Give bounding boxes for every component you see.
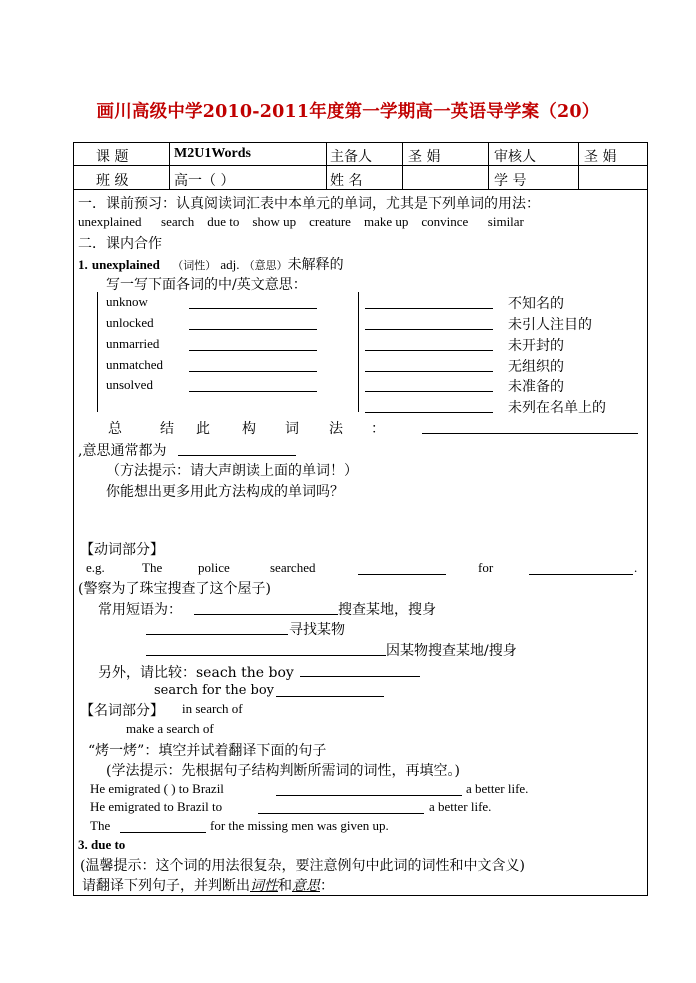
right-meaning: 无组织的 — [508, 359, 564, 375]
meaning-tag: （意思） — [243, 259, 288, 272]
answer-blank[interactable] — [300, 676, 420, 677]
left-word: unmatched — [106, 357, 164, 372]
item1-number: 1. — [78, 257, 88, 272]
eg-word: The — [142, 560, 163, 575]
left-word: unknow — [106, 294, 148, 309]
word: due to — [207, 214, 240, 229]
item3-instruction — [82, 875, 334, 895]
compare-line: 另外，请比较：seach the boy — [98, 665, 294, 681]
sentence-1b: a better life. — [466, 781, 529, 796]
summary-char: 法 — [329, 421, 343, 437]
item3-title — [78, 837, 125, 853]
col-divider — [402, 143, 403, 189]
word: search — [161, 214, 195, 229]
answer-blank[interactable] — [365, 391, 493, 392]
label-name: 姓 名 — [330, 173, 363, 189]
phrase-meaning: 寻找某物 — [289, 622, 345, 638]
instr-meaning: 意思 — [292, 878, 320, 894]
item3-hint: (温馨提示：这个词的用法很复杂，要注意例句中此词的词性和中文含义) — [80, 858, 525, 874]
summary-char: ： — [371, 421, 385, 437]
preparer-value: 圣 娟 — [408, 149, 441, 165]
word: show up — [252, 214, 297, 229]
answer-blank[interactable] — [529, 574, 633, 575]
eg-word: searched — [270, 560, 316, 575]
left-word: unmarried — [106, 336, 160, 351]
noun-part-heading: 【名词部分】 — [80, 703, 164, 719]
instr-and: 和 — [278, 878, 292, 894]
word: convince — [421, 214, 469, 229]
answer-blank[interactable] — [365, 308, 493, 309]
label-reviewer: 审核人 — [494, 149, 536, 165]
word: creature — [309, 214, 351, 229]
word-box-divider — [358, 292, 359, 412]
answer-blank[interactable] — [178, 455, 296, 456]
instr-text: 请翻译下列句子，并判断出 — [82, 878, 250, 894]
col-divider — [488, 143, 489, 189]
noun-phrase: make a search of — [126, 721, 214, 736]
answer-blank[interactable] — [194, 614, 338, 615]
summary-char: 总 — [108, 421, 122, 437]
meaning-usual: ,意思通常都为 — [78, 443, 167, 459]
summary-char: 构 — [242, 421, 256, 437]
class-value[interactable]: 高一（ ） — [174, 173, 235, 189]
answer-blank[interactable] — [189, 329, 317, 330]
answer-blank[interactable] — [365, 350, 493, 351]
sentence-2a: He emigrated to Brazil to — [90, 799, 223, 814]
phrase-meaning: 因某物搜查某地/搜身 — [386, 643, 517, 659]
summary-char: 词 — [285, 421, 299, 437]
instr-colon: ： — [320, 878, 334, 894]
eg-period: . — [634, 560, 638, 575]
reviewer-value: 圣 娟 — [584, 149, 617, 165]
word: make up — [363, 214, 409, 229]
label-topic: 课 题 — [96, 149, 129, 165]
sentence-1a: He emigrated ( ) to Brazil — [90, 781, 224, 796]
answer-blank[interactable] — [365, 329, 493, 330]
right-meaning: 不知名的 — [508, 296, 564, 312]
pos-tag: （词性） — [172, 259, 217, 272]
compare-line-2: search for the boy — [154, 683, 275, 698]
right-meaning: 未开封的 — [508, 338, 564, 354]
verb-part-heading: 【动词部分】 — [80, 542, 164, 558]
method-hint: （方法提示：请大声朗读上面的单词！） — [106, 463, 358, 479]
item1-word: unexplained — [91, 257, 160, 272]
answer-blank[interactable] — [258, 813, 424, 814]
answer-blank[interactable] — [276, 696, 384, 697]
meaning-value: 未解释的 — [287, 257, 344, 273]
answer-blank[interactable] — [120, 832, 206, 833]
answer-blank[interactable] — [358, 574, 446, 575]
label-class: 班 级 — [96, 173, 129, 189]
item3-number: 3. — [78, 837, 88, 852]
answer-blank[interactable] — [146, 655, 386, 656]
bake-heading: “烤一烤”：填空并试着翻译下面的句子 — [88, 743, 327, 759]
left-word: unsolved — [106, 377, 153, 392]
word: similar — [487, 214, 524, 229]
sentence-3a: The — [90, 818, 111, 833]
answer-blank[interactable] — [146, 634, 288, 635]
phrase-meaning: 搜查某地，搜身 — [338, 602, 436, 618]
word-box-border — [97, 292, 98, 412]
answer-blank[interactable] — [189, 391, 317, 392]
instruction: 写一写下面各词的中/英文意思： — [106, 277, 307, 293]
answer-blank[interactable] — [276, 795, 462, 796]
item1-line — [78, 254, 344, 274]
think-question: 你能想出更多用此方法构成的单词吗？ — [106, 484, 344, 500]
right-meaning: 未列在名单上的 — [508, 400, 606, 416]
instr-pos: 词性 — [250, 878, 278, 894]
eg-label: e.g. — [86, 560, 105, 575]
right-meaning: 未准备的 — [508, 379, 564, 395]
word: unexplained — [78, 214, 142, 229]
eg-word: police — [198, 560, 230, 575]
label-preparer: 主备人 — [330, 149, 372, 165]
noun-phrase: in search of — [182, 701, 243, 716]
item3-word: due to — [91, 837, 126, 852]
answer-blank[interactable] — [365, 371, 493, 372]
eg-translation: (警察为了珠宝搜查了这个屋子) — [78, 581, 271, 597]
eg-word: for — [478, 560, 494, 575]
col-divider — [326, 143, 327, 189]
answer-blank[interactable] — [422, 433, 638, 434]
answer-blank[interactable] — [189, 308, 317, 309]
col-divider — [169, 143, 170, 189]
preview-word-list — [78, 214, 524, 230]
summary-char: 此 — [196, 421, 210, 437]
answer-blank[interactable] — [189, 350, 317, 351]
left-word: unlocked — [106, 315, 154, 330]
phrases-label: 常用短语为： — [98, 602, 182, 618]
sentence-3b: for the missing men was given up. — [210, 818, 389, 833]
label-student-no: 学 号 — [494, 173, 527, 189]
col-divider — [578, 143, 579, 189]
sentence-2b: a better life. — [429, 799, 492, 814]
bake-hint: (学法提示：先根据句子结构判断所需词的词性，再填空。) — [106, 763, 460, 779]
summary-char: 结 — [160, 421, 174, 437]
answer-blank[interactable] — [189, 371, 317, 372]
in-class-heading: 二．课内合作 — [78, 236, 162, 252]
right-meaning: 未引人注目的 — [508, 317, 592, 333]
topic-value: M2U1Words — [174, 146, 251, 161]
answer-blank[interactable] — [365, 412, 493, 413]
pos-value: adj. — [220, 257, 240, 272]
page-title: 画川高级中学2010-2011年度第一学期高一英语导学案（20） — [96, 102, 600, 122]
preview-heading: 一．课前预习：认真阅读词汇表中本单元的单词，尤其是下列单词的用法： — [78, 196, 540, 212]
